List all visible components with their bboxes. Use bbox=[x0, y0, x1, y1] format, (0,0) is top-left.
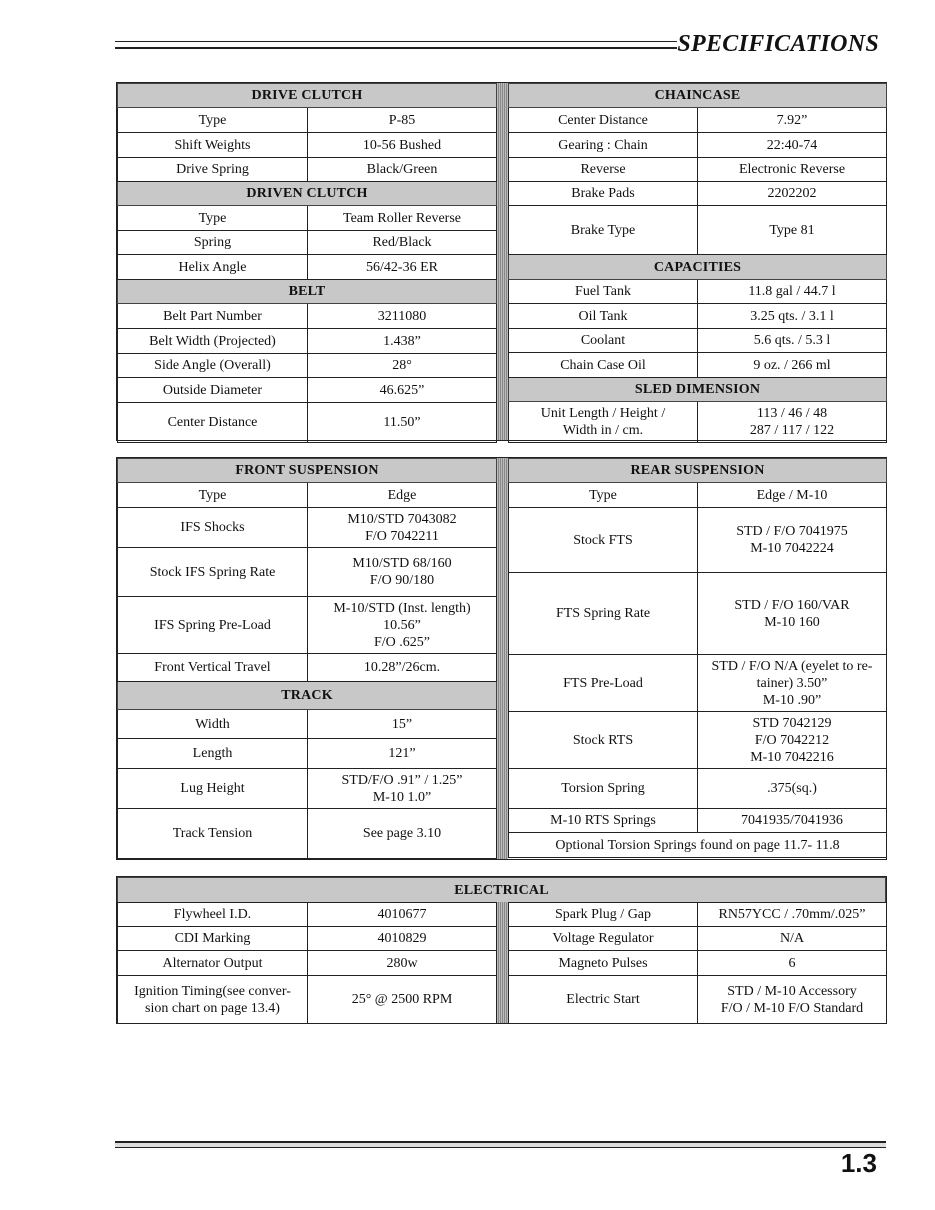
spec-label: Fuel Tank bbox=[509, 280, 698, 304]
spec-label: Brake Pads bbox=[509, 182, 698, 206]
spec-label: Type bbox=[118, 108, 308, 133]
spec-value: STD 7042129 F/O 7042212 M-10 7042216 bbox=[698, 712, 887, 769]
spec-value: 22:40-74 bbox=[698, 133, 887, 158]
spec-value: 15” bbox=[308, 710, 497, 739]
spec-value: 4010677 bbox=[308, 903, 497, 927]
spec-label: Center Distance bbox=[118, 403, 308, 443]
spec-label: Oil Tank bbox=[509, 304, 698, 329]
spec-value: STD / F/O N/A (eyelet to re- tainer) 3.50” M-10 .90” bbox=[698, 655, 887, 712]
spec-value: Team Roller Reverse bbox=[308, 206, 497, 231]
spec-value: STD / M-10 Accessory F/O / M-10 F/O Standard bbox=[698, 976, 887, 1024]
header-track: TRACK bbox=[118, 682, 497, 710]
panel-divider bbox=[496, 902, 508, 1023]
spec-value: 10-56 Bushed bbox=[308, 133, 497, 158]
spec-label: Gearing : Chain bbox=[509, 133, 698, 158]
spec-value: 4010829 bbox=[308, 927, 497, 951]
header-front-suspension: FRONT SUSPENSION bbox=[118, 459, 497, 483]
spec-value: 25° @ 2500 RPM bbox=[308, 976, 497, 1024]
spec-label: Side Angle (Overall) bbox=[118, 354, 308, 378]
spec-value: N/A bbox=[698, 927, 887, 951]
spec-label: Drive Spring bbox=[118, 158, 308, 182]
spec-value: 121” bbox=[308, 739, 497, 769]
spec-label: M-10 RTS Springs bbox=[509, 809, 698, 833]
spec-value: Red/Black bbox=[308, 231, 497, 255]
spec-label: CDI Marking bbox=[118, 927, 308, 951]
spec-label: Outside Diameter bbox=[118, 378, 308, 403]
spec-label: Lug Height bbox=[118, 769, 308, 809]
spec-value: 5.6 qts. / 5.3 l bbox=[698, 329, 887, 353]
spec-value: 11.50” bbox=[308, 403, 497, 443]
spec-label: Alternator Output bbox=[118, 951, 308, 976]
spec-label: Stock IFS Spring Rate bbox=[118, 548, 308, 597]
spec-value: 2202202 bbox=[698, 182, 887, 206]
table-chaincase-capacities-sled bbox=[508, 83, 887, 443]
spec-label: Electric Start bbox=[509, 976, 698, 1024]
spec-label: Voltage Regulator bbox=[509, 927, 698, 951]
spec-value: STD/F/O .91” / 1.25” M-10 1.0” bbox=[308, 769, 497, 809]
spec-label: Stock RTS bbox=[509, 712, 698, 769]
spec-label: Length bbox=[118, 739, 308, 769]
header-rear-suspension: REAR SUSPENSION bbox=[509, 459, 887, 483]
spec-value: Black/Green bbox=[308, 158, 497, 182]
spec-label: Helix Angle bbox=[118, 255, 308, 280]
spec-label: Belt Width (Projected) bbox=[118, 329, 308, 354]
spec-label: Track Tension bbox=[118, 809, 308, 859]
footer-rule bbox=[115, 1141, 886, 1148]
page-title: SPECIFICATIONS bbox=[677, 31, 879, 57]
header-capacities: CAPACITIES bbox=[509, 255, 887, 280]
spec-label: Reverse bbox=[509, 158, 698, 182]
rear-suspension-note: Optional Torsion Springs found on page 11.7- 11.8 bbox=[509, 833, 887, 858]
spec-value: P-85 bbox=[308, 108, 497, 133]
spec-value: 7041935/7041936 bbox=[698, 809, 887, 833]
spec-label: Unit Length / Height / Width in / cm. bbox=[509, 402, 698, 443]
spec-value: Edge bbox=[308, 483, 497, 508]
spec-value: 28° bbox=[308, 354, 497, 378]
spec-value: Electronic Reverse bbox=[698, 158, 887, 182]
spec-value: 280w bbox=[308, 951, 497, 976]
spec-value: 10.28”/26cm. bbox=[308, 654, 497, 682]
spec-value: 7.92” bbox=[698, 108, 887, 133]
spec-label: Chain Case Oil bbox=[509, 353, 698, 378]
page-number: 1.3 bbox=[840, 1148, 877, 1178]
spec-value: 46.625” bbox=[308, 378, 497, 403]
table-electrical-header bbox=[117, 877, 886, 903]
spec-value: RN57YCC / .70mm/.025” bbox=[698, 903, 887, 927]
spec-label: IFS Spring Pre-Load bbox=[118, 597, 308, 654]
spec-label: FTS Pre-Load bbox=[509, 655, 698, 712]
spec-label: Coolant bbox=[509, 329, 698, 353]
spec-label: Spring bbox=[118, 231, 308, 255]
header-rule bbox=[115, 41, 677, 49]
spec-value: 3.25 qts. / 3.1 l bbox=[698, 304, 887, 329]
header-sled-dimension: SLED DIMENSION bbox=[509, 378, 887, 402]
spec-value: M-10/STD (Inst. length) 10.56” F/O .625” bbox=[308, 597, 497, 654]
spec-label: Flywheel I.D. bbox=[118, 903, 308, 927]
spec-label: Magneto Pulses bbox=[509, 951, 698, 976]
spec-value: Edge / M-10 bbox=[698, 483, 887, 508]
header-belt: BELT bbox=[118, 280, 497, 304]
spec-value: M10/STD 68/160 F/O 90/180 bbox=[308, 548, 497, 597]
table-front-suspension-track bbox=[117, 458, 497, 859]
spec-label: IFS Shocks bbox=[118, 508, 308, 548]
header-drive-clutch: DRIVE CLUTCH bbox=[118, 84, 497, 108]
header-electrical: ELECTRICAL bbox=[118, 878, 886, 903]
spec-label: Shift Weights bbox=[118, 133, 308, 158]
spec-value: 9 oz. / 266 ml bbox=[698, 353, 887, 378]
header-driven-clutch: DRIVEN CLUTCH bbox=[118, 182, 497, 206]
spec-label: Ignition Timing(see conver- sion chart on page 13.4) bbox=[118, 976, 308, 1024]
spec-value: 6 bbox=[698, 951, 887, 976]
spec-label: Type bbox=[118, 206, 308, 231]
spec-value: .375(sq.) bbox=[698, 769, 887, 809]
spec-label: Spark Plug / Gap bbox=[509, 903, 698, 927]
spec-value: STD / F/O 7041975 M-10 7042224 bbox=[698, 508, 887, 573]
spec-label: Front Vertical Travel bbox=[118, 654, 308, 682]
spec-value: 3211080 bbox=[308, 304, 497, 329]
spec-label: Center Distance bbox=[509, 108, 698, 133]
spec-value: See page 3.10 bbox=[308, 809, 497, 859]
spec-label: Type bbox=[118, 483, 308, 508]
spec-label: Stock FTS bbox=[509, 508, 698, 573]
spec-value: STD / F/O 160/VAR M-10 160 bbox=[698, 573, 887, 655]
table-drive-driven-belt bbox=[117, 83, 497, 443]
spec-value: M10/STD 7043082 F/O 7042211 bbox=[308, 508, 497, 548]
table-electrical-left bbox=[117, 902, 497, 1024]
spec-label: FTS Spring Rate bbox=[509, 573, 698, 655]
panel-divider bbox=[496, 458, 508, 859]
table-electrical-right bbox=[508, 902, 887, 1024]
spec-value: 113 / 46 / 48 287 / 117 / 122 bbox=[698, 402, 887, 443]
spec-label: Belt Part Number bbox=[118, 304, 308, 329]
table-rear-suspension bbox=[508, 458, 887, 858]
spec-label: Width bbox=[118, 710, 308, 739]
spec-label: Torsion Spring bbox=[509, 769, 698, 809]
spec-value: 11.8 gal / 44.7 l bbox=[698, 280, 887, 304]
spec-value: 1.438” bbox=[308, 329, 497, 354]
header-chaincase: CHAINCASE bbox=[509, 84, 887, 108]
spec-label: Brake Type bbox=[509, 206, 698, 255]
spec-value: 56/42-36 ER bbox=[308, 255, 497, 280]
spec-label: Type bbox=[509, 483, 698, 508]
spec-value: Type 81 bbox=[698, 206, 887, 255]
panel-divider bbox=[496, 83, 508, 440]
